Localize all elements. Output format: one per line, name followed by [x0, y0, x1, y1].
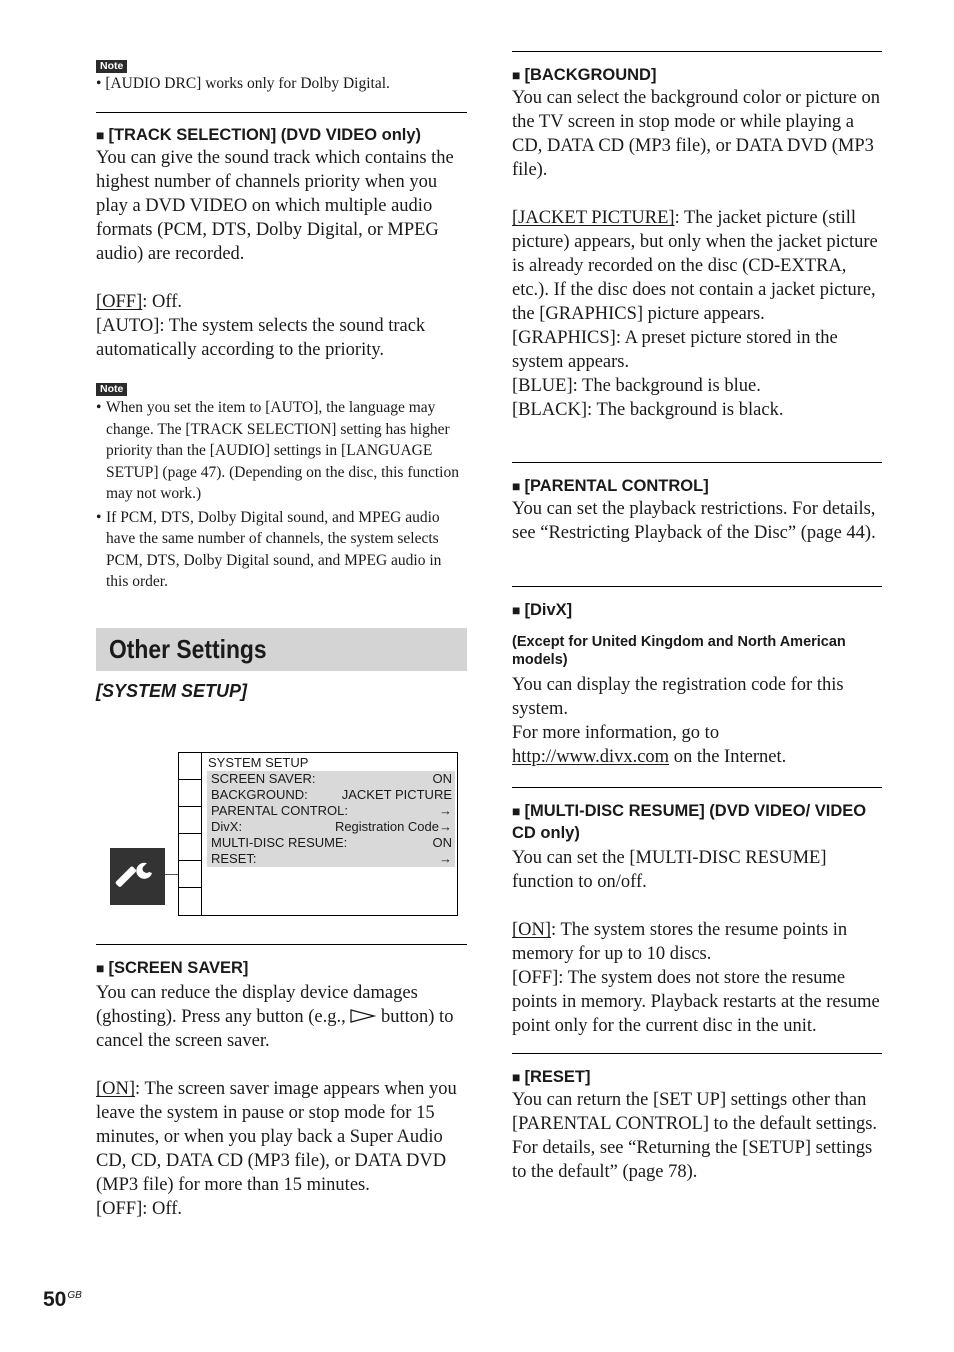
- note-label: Note: [96, 383, 127, 396]
- note-item: [96, 73, 467, 95]
- reset-section: [512, 1066, 882, 1184]
- divider: [512, 462, 882, 463]
- setup-category-icon: [110, 848, 165, 905]
- reset-heading: ■ [RESET]: [512, 1068, 591, 1086]
- track-auto-option: [AUTO]: The system selects the sound track automatically according to the priority.: [96, 316, 426, 360]
- background-blue-option: [BLUE]: The background is blue.: [512, 376, 761, 396]
- background-black-option: [BLACK]: The background is black.: [512, 400, 784, 420]
- square-bullet-icon: ■: [96, 960, 105, 976]
- divx-link[interactable]: http://www.divx.com: [512, 747, 670, 767]
- screen-saver-on-option: [ON]: The screen saver image appears when you leave the system in pause or stop mode for 15 minutes, or when you play back a Super Audio CD, CD, DATA CD (MP3 file), or DATA DVD (MP3 file) for more than 15 minutes.: [96, 1079, 457, 1195]
- square-bullet-icon: ■: [512, 602, 521, 618]
- screen-saver-body: You can reduce the display device damages (ghosting). Press any button (e.g., button) to cancel the screen saver.: [96, 983, 454, 1051]
- menu-item-list: [207, 771, 455, 867]
- square-bullet-icon: ■: [512, 1069, 521, 1085]
- play-icon: [350, 1009, 376, 1023]
- section-title: Other Settings: [109, 634, 267, 664]
- parental-control-body: You can set the playback restrictions. For details, see “Restricting Playback of the Disc” (page 44).: [512, 499, 876, 543]
- note-item: • When you set the item to [AUTO], the language may change. The [TRACK SELECTION] setting has higher priority than the [AUDIO] settings in [LANGUAGE SETUP] (page 47). (Depending on the disc, this function may not work.): [96, 399, 459, 502]
- divider: [512, 787, 882, 788]
- multi-disc-resume-body: You can set the [MULTI-DISC RESUME] function to on/off.: [512, 848, 827, 892]
- divx-link-line: http://www.divx.com on the Internet.: [512, 747, 787, 767]
- divx-region-note: (Except for United Kingdom and North American models): [512, 634, 846, 668]
- divider: [512, 51, 882, 52]
- screen-saver-heading: ■ [SCREEN SAVER]: [96, 959, 249, 977]
- menu-icon-cell: [179, 753, 201, 780]
- divider: [512, 1053, 882, 1054]
- background-jacket-option: [JACKET PICTURE]: The jacket picture (still picture) appears, but only when the jacket picture is already recorded on the disc (CD-EXTRA, etc.). If the disc does not contain a jacket picture, the [GRAPHICS] picture appears.: [512, 208, 878, 324]
- background-graphics-option: [GRAPHICS]: A preset picture stored in the system appears.: [512, 328, 838, 372]
- menu-title: SYSTEM SETUP: [208, 755, 309, 770]
- square-bullet-icon: ■: [512, 803, 521, 819]
- menu-row-parental-control: PARENTAL CONTROL: →: [211, 803, 452, 818]
- divx-heading: ■ [DivX]: [512, 601, 573, 619]
- track-selection-section: [96, 124, 467, 362]
- track-selection-heading: ■ [TRACK SELECTION] (DVD VIDEO only): [96, 126, 422, 144]
- menu-row-divx: DivX: Registration Code→: [211, 819, 452, 834]
- menu-icon-cell: [179, 834, 201, 861]
- reset-body: You can return the [SET UP] settings other than [PARENTAL CONTROL] to the default settings. For details, see “Returning the [SETUP] settings to the default” (page 78).: [512, 1090, 878, 1182]
- page-number: $50^{GB}$: [43, 1288, 82, 1311]
- divider: [96, 944, 467, 945]
- divx-more-info: For more information, go to: [512, 723, 720, 743]
- note-item-text: [AUDIO DRC] works only for Dolby Digital.: [105, 75, 390, 92]
- track-off-option: [OFF]: Off.: [96, 292, 183, 312]
- square-bullet-icon: ■: [96, 127, 105, 143]
- note-item: • If PCM, DTS, Dolby Digital sound, and MPEG audio have the same number of channels, the system selects PCM, DTS, Dolby Digital sound, and MPEG audio in this order.: [96, 508, 442, 590]
- multi-disc-resume-section: [512, 800, 882, 1038]
- square-bullet-icon: ■: [512, 478, 521, 494]
- note-badge: [96, 379, 127, 397]
- background-heading: ■ [BACKGROUND]: [512, 66, 657, 84]
- divx-body: You can display the registration code for this system.: [512, 675, 844, 719]
- menu-row-background: BACKGROUND: JACKET PICTURE: [211, 787, 452, 802]
- menu-icon-cell: [179, 861, 201, 888]
- square-bullet-icon: ■: [512, 67, 521, 83]
- menu-row-screen-saver: SCREEN SAVER: ON: [211, 771, 452, 786]
- track-selection-body: You can give the sound track which contains the highest number of channels priority when you play a DVD VIDEO on which multiple audio formats (PCM, DTS, Dolby Digital, or MPEG audio) are recorded.: [96, 148, 454, 264]
- background-body: You can select the background color or picture on the TV screen in stop mode or while playing a CD, DATA CD (MP3 file), or DATA DVD (MP3 file).: [512, 88, 881, 180]
- divx-section: [512, 599, 882, 769]
- note-list: [96, 397, 467, 593]
- multi-disc-off-option: [OFF]: The system does not store the resume points in memory. Playback restarts at the resume point only for the current disc in the unit.: [512, 968, 880, 1036]
- menu-icon-column: [179, 753, 202, 915]
- note-badge: [96, 56, 127, 74]
- menu-row-multi-disc-resume: MULTI-DISC RESUME: ON: [211, 835, 452, 850]
- menu-icon-cell: [179, 807, 201, 834]
- section-title-band: [96, 628, 467, 671]
- background-section: [512, 64, 882, 422]
- page-suffix: GB: [67, 1290, 82, 1301]
- note-label: Note: [96, 60, 127, 73]
- divider: [512, 586, 882, 587]
- screen-saver-section: [96, 957, 467, 1221]
- multi-disc-on-option: [ON]: The system stores the resume points in memory for up to 10 discs.: [512, 920, 848, 964]
- multi-disc-resume-heading: ■ [MULTI-DISC RESUME] (DVD VIDEO/ VIDEO CD only): [512, 802, 867, 842]
- section-subtitle: [SYSTEM SETUP]: [96, 681, 248, 701]
- parental-control-section: [512, 475, 882, 545]
- parental-control-heading: ■ [PARENTAL CONTROL]: [512, 477, 709, 495]
- system-setup-menu: [178, 752, 458, 916]
- menu-row-reset: RESET: →: [211, 851, 452, 866]
- screen-saver-off-option: [OFF]: Off.: [96, 1199, 182, 1219]
- bullet: •: [96, 75, 106, 92]
- divider: [96, 112, 467, 113]
- wrench-icon: [110, 848, 165, 905]
- menu-icon-cell: [179, 780, 201, 807]
